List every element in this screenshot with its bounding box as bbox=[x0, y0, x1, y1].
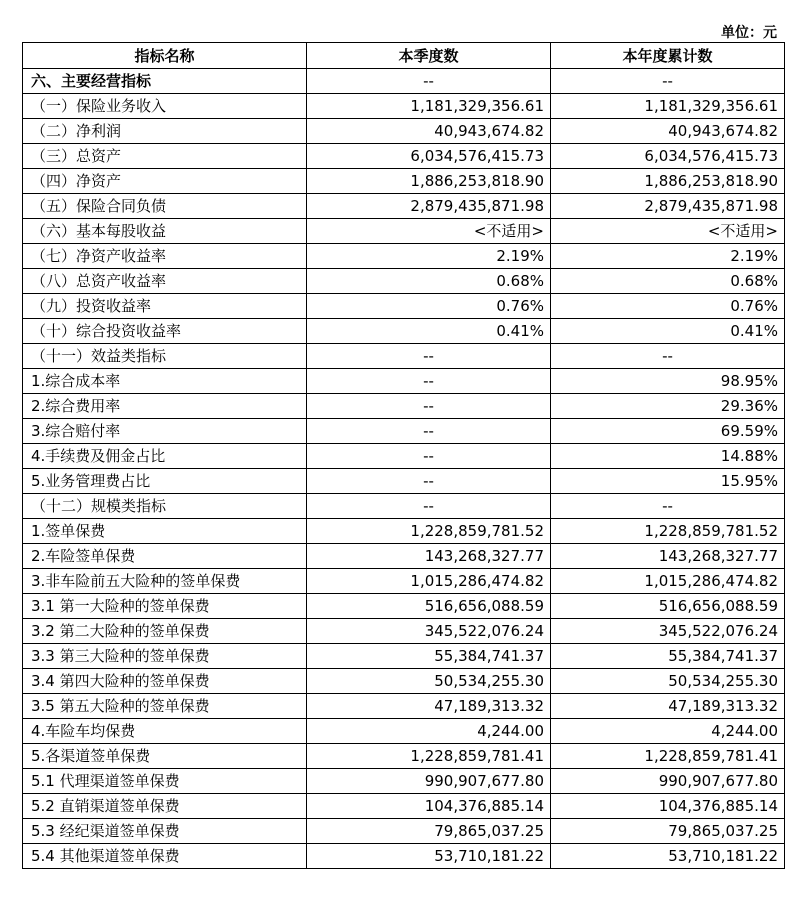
year-total-value-cell: 15.95% bbox=[551, 469, 785, 494]
year-total-value-cell: 0.41% bbox=[551, 319, 785, 344]
table-row bbox=[23, 719, 785, 744]
table-row bbox=[23, 219, 785, 244]
indicator-name-cell: （十一）效益类指标 bbox=[23, 344, 307, 369]
quarter-value-cell: 104,376,885.14 bbox=[307, 794, 551, 819]
indicator-name-cell: 3.2 第二大险种的签单保费 bbox=[23, 619, 307, 644]
year-total-value-cell: 1,015,286,474.82 bbox=[551, 569, 785, 594]
indicator-name-cell: 5.4 其他渠道签单保费 bbox=[23, 844, 307, 869]
table-row bbox=[23, 394, 785, 419]
table-row bbox=[23, 694, 785, 719]
indicator-name-cell: 六、主要经营指标 bbox=[23, 69, 307, 94]
indicator-name-cell: 3.非车险前五大险种的签单保费 bbox=[23, 569, 307, 594]
quarter-value-cell: 1,015,286,474.82 bbox=[307, 569, 551, 594]
table-row bbox=[23, 244, 785, 269]
quarter-value-cell: 0.41% bbox=[307, 319, 551, 344]
indicator-name-cell: 5.2 直销渠道签单保费 bbox=[23, 794, 307, 819]
indicator-name-cell: 5.3 经纪渠道签单保费 bbox=[23, 819, 307, 844]
year-total-value-cell: 516,656,088.59 bbox=[551, 594, 785, 619]
year-total-value-cell: -- bbox=[551, 344, 785, 369]
year-total-value-cell: 29.36% bbox=[551, 394, 785, 419]
year-total-value-cell: 0.68% bbox=[551, 269, 785, 294]
indicator-name-cell: （三）总资产 bbox=[23, 144, 307, 169]
indicator-name-cell: 1.综合成本率 bbox=[23, 369, 307, 394]
quarter-value-cell: 1,228,859,781.52 bbox=[307, 519, 551, 544]
table-row bbox=[23, 444, 785, 469]
quarter-value-cell: -- bbox=[307, 394, 551, 419]
quarter-value-cell: 516,656,088.59 bbox=[307, 594, 551, 619]
indicator-name-cell: （八）总资产收益率 bbox=[23, 269, 307, 294]
indicator-name-cell: 2.车险签单保费 bbox=[23, 544, 307, 569]
table-row bbox=[23, 544, 785, 569]
year-total-value-cell: 2,879,435,871.98 bbox=[551, 194, 785, 219]
year-total-value-cell: 345,522,076.24 bbox=[551, 619, 785, 644]
indicator-name-cell: 5.各渠道签单保费 bbox=[23, 744, 307, 769]
quarter-value-cell: -- bbox=[307, 69, 551, 94]
quarter-value-cell: -- bbox=[307, 494, 551, 519]
quarter-value-cell: 2,879,435,871.98 bbox=[307, 194, 551, 219]
indicator-name-cell: 5.业务管理费占比 bbox=[23, 469, 307, 494]
indicator-name-cell: 3.综合赔付率 bbox=[23, 419, 307, 444]
quarter-value-cell: 6,034,576,415.73 bbox=[307, 144, 551, 169]
table-row bbox=[23, 94, 785, 119]
quarter-value-cell: 4,244.00 bbox=[307, 719, 551, 744]
table-row bbox=[23, 519, 785, 544]
year-total-value-cell: 14.88% bbox=[551, 444, 785, 469]
quarter-value-cell: 55,384,741.37 bbox=[307, 644, 551, 669]
quarter-value-cell: <不适用> bbox=[307, 219, 551, 244]
indicator-name-cell: （一）保险业务收入 bbox=[23, 94, 307, 119]
quarter-value-cell: 53,710,181.22 bbox=[307, 844, 551, 869]
quarter-value-cell: 990,907,677.80 bbox=[307, 769, 551, 794]
quarter-value-cell: 2.19% bbox=[307, 244, 551, 269]
indicator-name-cell: 3.3 第三大险种的签单保费 bbox=[23, 644, 307, 669]
quarter-value-cell: -- bbox=[307, 419, 551, 444]
year-total-value-cell: 50,534,255.30 bbox=[551, 669, 785, 694]
quarter-value-cell: 143,268,327.77 bbox=[307, 544, 551, 569]
year-total-value-cell: 104,376,885.14 bbox=[551, 794, 785, 819]
year-total-value-cell: 2.19% bbox=[551, 244, 785, 269]
year-total-value-cell: 0.76% bbox=[551, 294, 785, 319]
table-row bbox=[23, 194, 785, 219]
table-row bbox=[23, 744, 785, 769]
table-row bbox=[23, 819, 785, 844]
indicator-table bbox=[22, 42, 785, 869]
indicator-name-cell: 4.手续费及佣金占比 bbox=[23, 444, 307, 469]
table-row bbox=[23, 594, 785, 619]
quarter-value-cell: -- bbox=[307, 469, 551, 494]
table-row bbox=[23, 319, 785, 344]
table-row bbox=[23, 469, 785, 494]
year-total-value-cell: 40,943,674.82 bbox=[551, 119, 785, 144]
quarter-value-cell: 47,189,313.32 bbox=[307, 694, 551, 719]
table-row bbox=[23, 419, 785, 444]
indicator-name-cell: 3.1 第一大险种的签单保费 bbox=[23, 594, 307, 619]
table-row bbox=[23, 494, 785, 519]
header-quarter: 本季度数 bbox=[307, 43, 551, 69]
year-total-value-cell: 4,244.00 bbox=[551, 719, 785, 744]
quarter-value-cell: 40,943,674.82 bbox=[307, 119, 551, 144]
table-row bbox=[23, 294, 785, 319]
table-row bbox=[23, 644, 785, 669]
indicator-name-cell: 4.车险车均保费 bbox=[23, 719, 307, 744]
year-total-value-cell: 55,384,741.37 bbox=[551, 644, 785, 669]
year-total-value-cell: <不适用> bbox=[551, 219, 785, 244]
indicator-name-cell: （五）保险合同负债 bbox=[23, 194, 307, 219]
quarter-value-cell: 1,886,253,818.90 bbox=[307, 169, 551, 194]
table-row bbox=[23, 669, 785, 694]
indicator-name-cell: （四）净资产 bbox=[23, 169, 307, 194]
indicator-name-cell: 2.综合费用率 bbox=[23, 394, 307, 419]
indicator-name-cell: 5.1 代理渠道签单保费 bbox=[23, 769, 307, 794]
quarter-value-cell: -- bbox=[307, 344, 551, 369]
year-total-value-cell: 47,189,313.32 bbox=[551, 694, 785, 719]
indicator-name-cell: 3.5 第五大险种的签单保费 bbox=[23, 694, 307, 719]
table-row bbox=[23, 269, 785, 294]
table-row bbox=[23, 144, 785, 169]
unit-label: 单位：元 bbox=[721, 25, 777, 41]
indicator-name-cell: （十）综合投资收益率 bbox=[23, 319, 307, 344]
quarter-value-cell: -- bbox=[307, 444, 551, 469]
quarter-value-cell: 1,181,329,356.61 bbox=[307, 94, 551, 119]
indicator-name-cell: （六）基本每股收益 bbox=[23, 219, 307, 244]
quarter-value-cell: 0.68% bbox=[307, 269, 551, 294]
year-total-value-cell: 143,268,327.77 bbox=[551, 544, 785, 569]
table-row bbox=[23, 619, 785, 644]
table-row bbox=[23, 119, 785, 144]
quarter-value-cell: -- bbox=[307, 369, 551, 394]
indicator-name-cell: （七）净资产收益率 bbox=[23, 244, 307, 269]
indicator-name-cell: （二）净利润 bbox=[23, 119, 307, 144]
table-row bbox=[23, 369, 785, 394]
table-row bbox=[23, 794, 785, 819]
year-total-value-cell: 79,865,037.25 bbox=[551, 819, 785, 844]
year-total-value-cell: 1,228,859,781.41 bbox=[551, 744, 785, 769]
table-row bbox=[23, 69, 785, 94]
indicator-name-cell: 1.签单保费 bbox=[23, 519, 307, 544]
year-total-value-cell: -- bbox=[551, 69, 785, 94]
year-total-value-cell: 69.59% bbox=[551, 419, 785, 444]
year-total-value-cell: -- bbox=[551, 494, 785, 519]
quarter-value-cell: 345,522,076.24 bbox=[307, 619, 551, 644]
table-row bbox=[23, 344, 785, 369]
table-row bbox=[23, 844, 785, 869]
indicator-name-cell: （十二）规模类指标 bbox=[23, 494, 307, 519]
table-header-row bbox=[23, 43, 785, 69]
year-total-value-cell: 53,710,181.22 bbox=[551, 844, 785, 869]
indicator-name-cell: （九）投资收益率 bbox=[23, 294, 307, 319]
table-row bbox=[23, 169, 785, 194]
header-indicator-name: 指标名称 bbox=[23, 43, 307, 69]
table-row bbox=[23, 569, 785, 594]
quarter-value-cell: 0.76% bbox=[307, 294, 551, 319]
year-total-value-cell: 6,034,576,415.73 bbox=[551, 144, 785, 169]
table-row bbox=[23, 769, 785, 794]
quarter-value-cell: 50,534,255.30 bbox=[307, 669, 551, 694]
indicator-name-cell: 3.4 第四大险种的签单保费 bbox=[23, 669, 307, 694]
year-total-value-cell: 1,886,253,818.90 bbox=[551, 169, 785, 194]
year-total-value-cell: 1,181,329,356.61 bbox=[551, 94, 785, 119]
year-total-value-cell: 98.95% bbox=[551, 369, 785, 394]
header-year-total: 本年度累计数 bbox=[551, 43, 785, 69]
quarter-value-cell: 1,228,859,781.41 bbox=[307, 744, 551, 769]
year-total-value-cell: 1,228,859,781.52 bbox=[551, 519, 785, 544]
year-total-value-cell: 990,907,677.80 bbox=[551, 769, 785, 794]
quarter-value-cell: 79,865,037.25 bbox=[307, 819, 551, 844]
